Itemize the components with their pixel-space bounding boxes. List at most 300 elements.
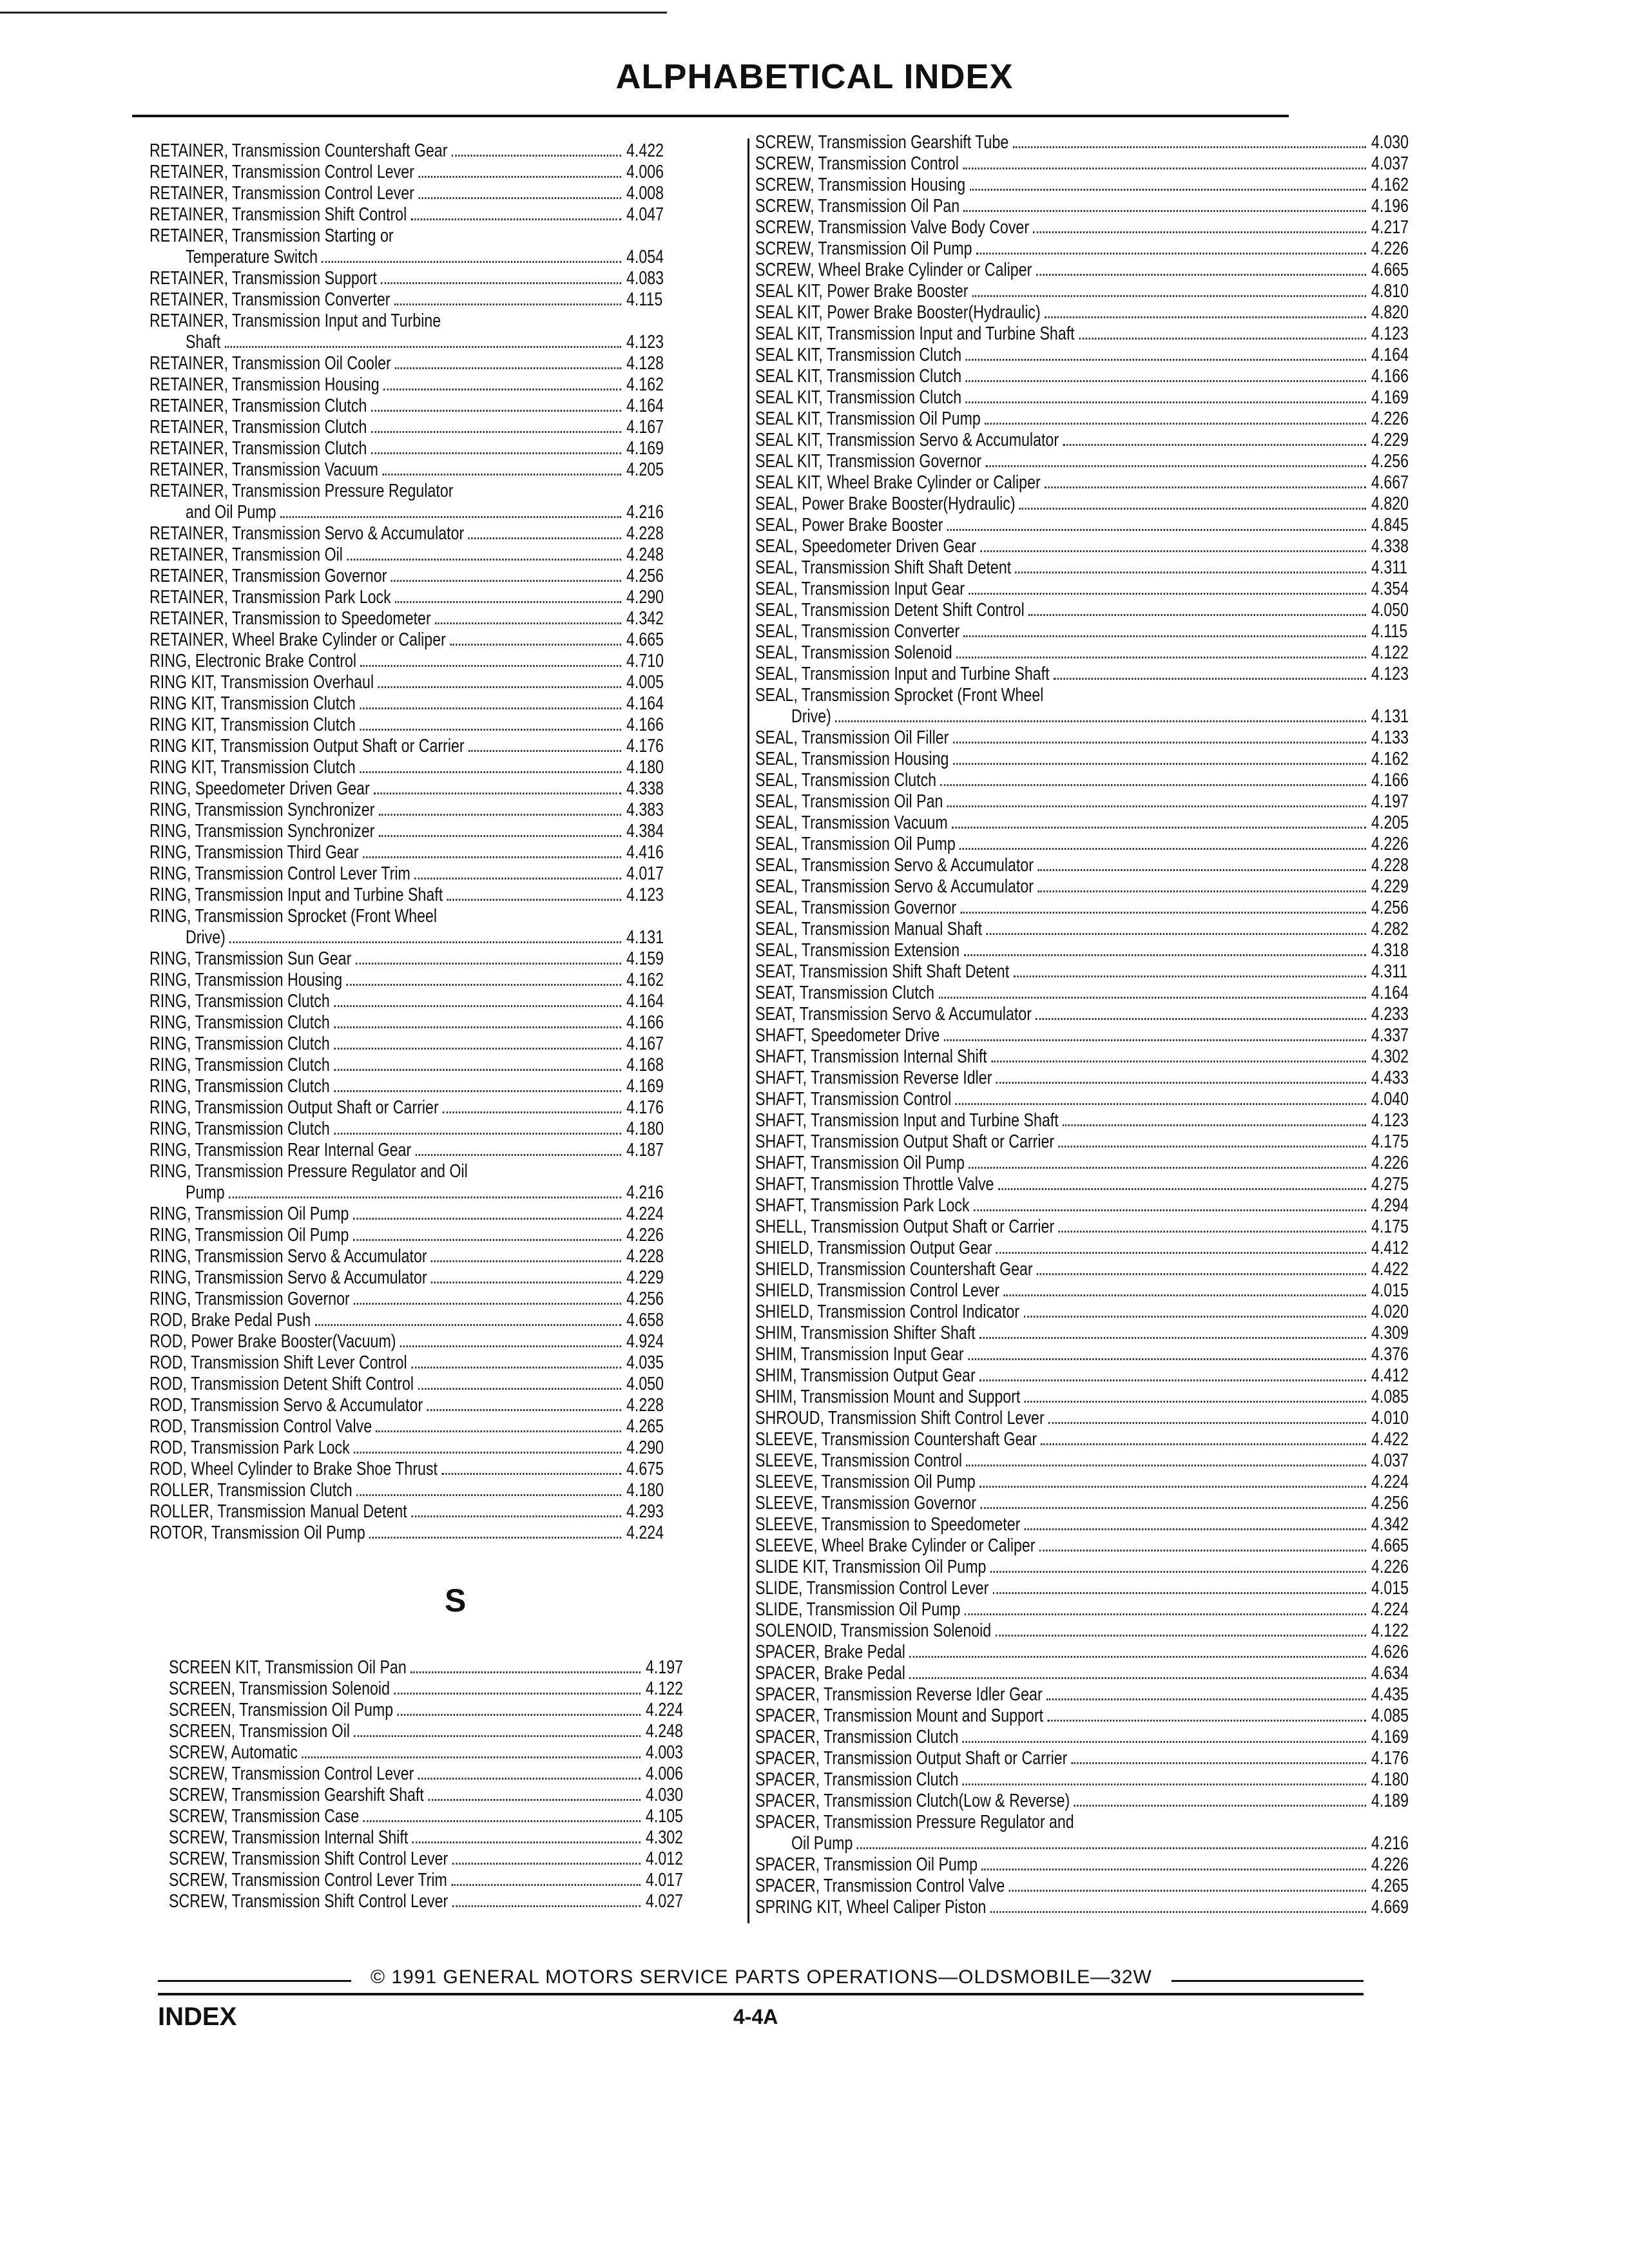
dot-leader xyxy=(431,1260,621,1262)
index-entry xyxy=(149,1395,686,1416)
index-entry xyxy=(755,600,1431,621)
entry-page-ref: 4.035 xyxy=(626,1352,664,1373)
index-entry xyxy=(169,1657,705,1678)
entry-name: SPACER, Transmission Pressure Regulator and xyxy=(755,1812,1074,1832)
entry-page-ref: 4.229 xyxy=(1371,876,1409,897)
dot-leader xyxy=(1063,444,1366,446)
entry-name: RING, Transmission Clutch xyxy=(149,1076,330,1097)
entry-name: ROD, Transmission Shift Lever Control xyxy=(149,1352,407,1373)
entry-name: SPACER, Transmission Oil Pump xyxy=(755,1854,978,1875)
entry-name: RING, Transmission Servo & Accumulator xyxy=(149,1246,427,1267)
index-entry xyxy=(755,961,1431,983)
entry-name: SCREW, Transmission Control Lever xyxy=(169,1763,414,1784)
entry-name: SOLENOID, Transmission Solenoid xyxy=(755,1620,992,1641)
entry-page-ref: 4.162 xyxy=(1371,175,1409,195)
dot-leader xyxy=(382,474,621,476)
entry-name: RING, Transmission Sun Gear xyxy=(149,948,352,969)
entry-page-ref: 4.224 xyxy=(646,1700,684,1720)
entry-name: SCREEN, Transmission Oil xyxy=(169,1721,351,1742)
index-entry xyxy=(755,1663,1431,1684)
entry-name: Drive) xyxy=(791,706,831,727)
entry-page-ref: 4.030 xyxy=(1371,132,1409,153)
dot-leader xyxy=(1014,975,1366,977)
entry-name: SCREW, Transmission Valve Body Cover xyxy=(755,217,1030,238)
entry-name: SPACER, Transmission Mount and Support xyxy=(755,1706,1044,1726)
entry-name: SEAL KIT, Transmission Servo & Accumulator xyxy=(755,430,1059,450)
entry-name: SHIM, Transmission Mount and Support xyxy=(755,1387,1021,1407)
entry-name: RING, Transmission Pressure Regulator and Oil xyxy=(149,1161,468,1182)
entry-name: SHIM, Transmission Input Gear xyxy=(755,1344,964,1365)
entry-page-ref: 4.164 xyxy=(1371,345,1409,365)
footer-copyright: © 1991 GENERAL MOTORS SERVICE PARTS OPERATIONS—OLDSMOBILE—32W xyxy=(371,1966,1152,1988)
dot-leader xyxy=(963,1783,1366,1785)
entry-name: RETAINER, Transmission Starting or xyxy=(149,226,394,246)
dot-leader xyxy=(347,559,621,561)
entry-page-ref: 4.164 xyxy=(626,693,664,714)
entry-name: SEAL KIT, Power Brake Booster(Hydraulic) xyxy=(755,302,1041,323)
dot-leader xyxy=(966,1465,1366,1466)
entry-page-ref: 4.422 xyxy=(1371,1429,1409,1450)
dot-leader xyxy=(966,359,1366,361)
dot-leader xyxy=(395,367,621,369)
dot-leader xyxy=(376,1430,622,1432)
dot-leader xyxy=(1009,1890,1366,1892)
entry-page-ref: 4.342 xyxy=(1371,1514,1409,1535)
index-entry xyxy=(755,515,1431,536)
entry-name: ROD, Transmission Detent Shift Control xyxy=(149,1374,414,1394)
index-entry xyxy=(149,374,686,396)
dot-leader xyxy=(378,686,621,688)
dot-leader xyxy=(1028,614,1366,616)
entry-page-ref: 4.006 xyxy=(646,1763,684,1784)
entry-page-ref: 4.008 xyxy=(626,183,664,204)
entry-page-ref: 4.197 xyxy=(1371,791,1409,812)
index-entry xyxy=(149,1140,686,1161)
dot-leader xyxy=(1025,1401,1366,1403)
entry-page-ref: 4.030 xyxy=(646,1785,684,1805)
index-entry xyxy=(169,1678,705,1700)
entry-name: SPACER, Transmission Output Shaft or Carrier xyxy=(755,1748,1068,1769)
entry-name: SCREW, Transmission Housing xyxy=(755,175,966,195)
entry-name: and Oil Pump xyxy=(186,502,276,523)
entry-page-ref: 4.435 xyxy=(1371,1684,1409,1705)
index-entry xyxy=(149,1161,686,1182)
dot-leader xyxy=(410,1671,641,1673)
entry-name: RING, Transmission Clutch xyxy=(149,1033,330,1054)
index-entry xyxy=(169,1721,705,1742)
entry-page-ref: 4.302 xyxy=(646,1827,684,1848)
index-entry xyxy=(755,1089,1431,1110)
entry-name: RING, Transmission Sprocket (Front Wheel xyxy=(149,906,438,927)
dot-leader xyxy=(450,644,621,646)
entry-page-ref: 4.412 xyxy=(1371,1238,1409,1258)
dot-leader xyxy=(354,1303,621,1305)
entry-name: SLEEVE, Transmission Control xyxy=(755,1450,963,1471)
entry-name: SCREW, Transmission Internal Shift xyxy=(169,1827,409,1848)
entry-page-ref: 4.216 xyxy=(1371,1833,1409,1854)
dot-leader xyxy=(980,1507,1366,1509)
index-entry xyxy=(149,778,686,800)
index-entry xyxy=(149,1204,686,1225)
index-entry xyxy=(755,579,1431,600)
entry-name: RETAINER, Transmission Clutch xyxy=(149,438,367,459)
index-entry xyxy=(755,664,1431,685)
index-entry xyxy=(755,1833,1431,1854)
entry-page-ref: 4.290 xyxy=(626,587,664,608)
dot-leader xyxy=(990,1911,1366,1913)
index-entry xyxy=(149,1352,686,1374)
index-entry xyxy=(755,1727,1431,1748)
dot-leader xyxy=(412,1841,641,1843)
dot-leader xyxy=(1046,1698,1366,1700)
entry-page-ref: 4.626 xyxy=(1371,1642,1409,1662)
index-entry xyxy=(755,281,1431,302)
entry-name: SHAFT, Transmission Park Lock xyxy=(755,1195,970,1216)
dot-leader xyxy=(998,1188,1366,1190)
entry-name: SEAL, Transmission Servo & Accumulator xyxy=(755,876,1034,897)
index-entry xyxy=(149,885,686,906)
dot-leader xyxy=(964,210,1366,212)
entry-name: SEAL KIT, Transmission Clutch xyxy=(755,366,962,387)
entry-name: SEAL, Transmission Solenoid xyxy=(755,642,952,663)
entry-page-ref: 4.040 xyxy=(1371,1089,1409,1110)
entry-page-ref: 4.006 xyxy=(626,162,664,182)
entry-page-ref: 4.162 xyxy=(626,970,664,990)
entry-name: SEAL, Transmission Clutch xyxy=(755,770,937,791)
index-entry xyxy=(755,132,1431,153)
entry-page-ref: 4.017 xyxy=(646,1870,684,1890)
index-entry xyxy=(755,1046,1431,1068)
entry-name: SHIM, Transmission Output Gear xyxy=(755,1365,976,1386)
entry-name: SHAFT, Transmission Oil Pump xyxy=(755,1153,965,1173)
entry-name: SEAL KIT, Transmission Governor xyxy=(755,451,982,472)
index-entry xyxy=(755,196,1431,217)
entry-name: SCREW, Transmission Gearshift Tube xyxy=(755,132,1009,153)
entry-page-ref: 4.658 xyxy=(626,1310,664,1331)
index-entry xyxy=(149,226,686,247)
entry-page-ref: 4.311 xyxy=(1371,557,1408,578)
index-entry xyxy=(169,1806,705,1827)
entry-name: SEAL KIT, Transmission Clutch xyxy=(755,345,962,365)
entry-page-ref: 4.159 xyxy=(626,948,664,969)
entry-page-ref: 4.123 xyxy=(1371,1110,1409,1131)
entry-page-ref: 4.309 xyxy=(1371,1323,1409,1343)
index-entry xyxy=(755,1854,1431,1876)
entry-name: SLIDE, Transmission Control Lever xyxy=(755,1578,989,1599)
entry-name: SCREW, Transmission Case xyxy=(169,1806,360,1827)
dot-leader xyxy=(1037,1273,1366,1275)
index-entry xyxy=(755,1450,1431,1472)
dot-leader xyxy=(963,1741,1366,1743)
entry-page-ref: 4.176 xyxy=(626,736,664,756)
entry-name: Oil Pump xyxy=(791,1833,853,1854)
entry-page-ref: 4.133 xyxy=(1371,727,1409,748)
entry-name: SHROUD, Transmission Shift Control Lever xyxy=(755,1408,1045,1428)
index-entry xyxy=(169,1763,705,1785)
index-entry xyxy=(149,1437,686,1459)
entry-page-ref: 4.354 xyxy=(1371,579,1409,599)
entry-page-ref: 4.175 xyxy=(1371,1131,1409,1152)
index-entry xyxy=(149,1267,686,1289)
index-entry xyxy=(169,1827,705,1849)
index-entry xyxy=(755,153,1431,175)
index-entry xyxy=(149,183,686,204)
entry-page-ref: 4.338 xyxy=(626,778,664,799)
dot-leader xyxy=(411,1515,621,1517)
dot-leader xyxy=(374,793,621,794)
entry-page-ref: 4.164 xyxy=(1371,983,1409,1003)
entry-name: SPACER, Transmission Control Valve xyxy=(755,1876,1005,1896)
entry-page-ref: 4.217 xyxy=(1371,217,1409,238)
dot-leader xyxy=(451,1884,641,1886)
dot-leader xyxy=(996,1252,1366,1254)
entry-name: SPACER, Transmission Reverse Idler Gear xyxy=(755,1684,1043,1705)
dot-leader xyxy=(447,899,621,901)
entry-name: SEAT, Transmission Servo & Accumulator xyxy=(755,1004,1032,1024)
dot-leader xyxy=(1054,678,1366,680)
entry-page-ref: 4.162 xyxy=(626,374,664,395)
entry-name: SHIM, Transmission Shifter Shaft xyxy=(755,1323,976,1343)
entry-name: RETAINER, Transmission Housing xyxy=(149,374,380,395)
index-entry xyxy=(149,757,686,778)
entry-name: SPRING KIT, Wheel Caliper Piston xyxy=(755,1897,987,1917)
entry-page-ref: 4.383 xyxy=(626,800,664,820)
dot-leader xyxy=(956,1103,1366,1105)
index-entry xyxy=(149,906,686,927)
entry-name: RETAINER, Transmission to Speedometer xyxy=(149,608,431,629)
index-entry xyxy=(169,1700,705,1721)
index-entry xyxy=(149,438,686,459)
entry-name: RING, Electronic Brake Control xyxy=(149,651,357,671)
dot-leader xyxy=(959,848,1366,850)
entry-page-ref: 4.123 xyxy=(1371,664,1409,684)
entry-page-ref: 4.256 xyxy=(1371,1493,1409,1514)
dot-leader xyxy=(909,1656,1366,1658)
entry-name: SHIELD, Transmission Control Lever xyxy=(755,1280,1000,1301)
entry-page-ref: 4.167 xyxy=(626,1033,664,1054)
dot-leader xyxy=(947,805,1366,807)
entry-page-ref: 4.037 xyxy=(1371,1450,1409,1471)
index-entry xyxy=(755,323,1431,345)
dot-leader xyxy=(379,835,621,837)
entry-name: SEAL, Transmission Housing xyxy=(755,749,949,769)
entry-name: SLEEVE, Transmission Oil Pump xyxy=(755,1472,976,1492)
entry-page-ref: 4.047 xyxy=(626,204,664,225)
entry-page-ref: 4.166 xyxy=(626,1012,664,1033)
entry-name: RING, Transmission Input and Turbine Shaft xyxy=(149,885,443,905)
entry-page-ref: 4.412 xyxy=(1371,1365,1409,1386)
index-entry xyxy=(149,1331,686,1352)
index-entry xyxy=(149,1225,686,1246)
entry-name: SHAFT, Transmission Throttle Valve xyxy=(755,1174,994,1195)
dot-leader xyxy=(986,933,1366,935)
entry-name: ROTOR, Transmission Oil Pump xyxy=(149,1523,365,1543)
index-entry xyxy=(149,1076,686,1097)
index-column-left-s xyxy=(169,1657,705,1912)
entry-name: SCREW, Transmission Oil Pan xyxy=(755,196,960,216)
entry-page-ref: 4.175 xyxy=(1371,1216,1409,1237)
entry-name: ROLLER, Transmission Manual Detent xyxy=(149,1501,407,1522)
dot-leader xyxy=(953,742,1366,744)
entry-page-ref: 4.275 xyxy=(1371,1174,1409,1195)
entry-page-ref: 4.131 xyxy=(1371,706,1409,727)
dot-leader xyxy=(427,1409,621,1411)
index-entry xyxy=(755,685,1431,706)
footer-bar xyxy=(158,1993,1364,1995)
dot-leader xyxy=(383,389,621,390)
entry-page-ref: 4.224 xyxy=(1371,1599,1409,1620)
dot-leader xyxy=(452,1863,641,1865)
entry-page-ref: 4.169 xyxy=(626,438,664,459)
dot-leader xyxy=(1025,1528,1366,1530)
dot-leader xyxy=(857,1847,1366,1849)
index-entry xyxy=(149,1480,686,1501)
dot-leader xyxy=(1039,1550,1366,1552)
dot-leader xyxy=(1063,1124,1366,1126)
dot-leader xyxy=(956,657,1366,658)
dot-leader xyxy=(976,253,1366,255)
index-entry xyxy=(755,855,1431,876)
dot-leader xyxy=(964,954,1366,956)
entry-name: SHIELD, Transmission Countershaft Gear xyxy=(755,1259,1033,1280)
dot-leader xyxy=(1013,146,1366,148)
index-entry xyxy=(149,1055,686,1076)
entry-name: SCREEN, Transmission Solenoid xyxy=(169,1678,390,1699)
index-entry xyxy=(755,217,1431,238)
dot-leader xyxy=(982,1869,1367,1870)
dot-leader xyxy=(1045,486,1366,488)
entry-name: ROD, Brake Pedal Push xyxy=(149,1310,311,1331)
index-entry xyxy=(755,749,1431,770)
dot-leader xyxy=(980,550,1366,552)
index-entry xyxy=(755,876,1431,898)
entry-name: ROD, Transmission Servo & Accumulator xyxy=(149,1395,423,1416)
entry-page-ref: 4.675 xyxy=(626,1459,664,1479)
dot-leader xyxy=(379,814,621,816)
entry-name: RETAINER, Transmission Oil Cooler xyxy=(149,353,391,374)
index-entry xyxy=(755,1557,1431,1578)
entry-name: RING, Speedometer Driven Gear xyxy=(149,778,370,799)
index-entry xyxy=(755,366,1431,387)
entry-name: SPACER, Transmission Clutch xyxy=(755,1769,959,1790)
dot-leader xyxy=(418,197,621,199)
dot-leader xyxy=(990,1571,1366,1573)
dot-leader xyxy=(1003,1294,1366,1296)
index-entry xyxy=(755,919,1431,940)
dot-leader xyxy=(966,380,1366,382)
dot-leader xyxy=(418,176,621,178)
dot-leader xyxy=(347,984,621,986)
entry-name: SCREW, Automatic xyxy=(169,1742,298,1763)
entry-page-ref: 4.433 xyxy=(1371,1068,1409,1088)
entry-page-ref: 4.669 xyxy=(1371,1897,1409,1917)
dot-leader xyxy=(1072,1762,1366,1764)
entry-name: RING KIT, Transmission Output Shaft or Carrier xyxy=(149,736,465,756)
entry-name: RETAINER, Transmission Governor xyxy=(149,566,387,586)
entry-name: SEAL, Transmission Input and Turbine Shaft xyxy=(755,664,1050,684)
dot-leader xyxy=(428,1799,641,1801)
index-entry xyxy=(755,238,1431,260)
index-entry xyxy=(755,1408,1431,1429)
index-entry xyxy=(755,791,1431,812)
entry-name: RETAINER, Transmission Countershaft Gear xyxy=(149,140,448,161)
entry-name: SEAL KIT, Power Brake Booster xyxy=(755,281,969,302)
entry-page-ref: 4.050 xyxy=(626,1374,664,1394)
index-entry xyxy=(149,140,686,162)
dot-leader xyxy=(1037,869,1366,871)
entry-page-ref: 4.226 xyxy=(1371,834,1409,854)
footer-index-label: INDEX xyxy=(158,2003,237,2031)
entry-name: SCREEN KIT, Transmission Oil Pan xyxy=(169,1657,407,1678)
entry-name: SEAL, Transmission Detent Shift Control xyxy=(755,600,1025,620)
entry-page-ref: 4.180 xyxy=(626,1119,664,1139)
index-entry xyxy=(755,430,1431,451)
index-entry xyxy=(149,417,686,438)
dot-leader xyxy=(353,1218,621,1220)
dot-leader xyxy=(280,516,621,518)
index-entry xyxy=(755,812,1431,834)
index-entry xyxy=(149,1033,686,1055)
entry-name: RING, Transmission Clutch xyxy=(149,991,330,1012)
index-entry xyxy=(755,1068,1431,1089)
entry-name: SEAL, Speedometer Driven Gear xyxy=(755,536,977,557)
entry-page-ref: 4.189 xyxy=(1371,1791,1409,1811)
dot-leader xyxy=(322,261,621,263)
entry-name: RING, Transmission Rear Internal Gear xyxy=(149,1140,412,1160)
dot-leader xyxy=(441,1473,621,1475)
index-entry xyxy=(169,1849,705,1870)
dot-leader xyxy=(972,295,1366,297)
dot-leader xyxy=(953,763,1366,765)
dot-leader xyxy=(996,1082,1366,1084)
dot-leader xyxy=(944,1039,1366,1041)
dot-leader xyxy=(1047,1720,1366,1722)
index-entry xyxy=(755,494,1431,515)
dot-leader xyxy=(963,168,1366,169)
index-entry xyxy=(755,1684,1431,1706)
entry-name: RETAINER, Transmission Control Lever xyxy=(149,162,414,182)
dot-leader xyxy=(968,1358,1366,1360)
index-entry xyxy=(149,608,686,629)
dot-leader xyxy=(452,1905,641,1907)
dot-leader xyxy=(371,452,621,454)
entry-page-ref: 4.224 xyxy=(626,1523,664,1543)
index-entry xyxy=(149,523,686,544)
entry-page-ref: 4.122 xyxy=(646,1678,684,1699)
entry-name: RING KIT, Transmission Clutch xyxy=(149,757,356,778)
dot-leader xyxy=(1048,1422,1366,1424)
entry-page-ref: 4.168 xyxy=(626,1055,664,1075)
dot-leader xyxy=(356,1494,621,1496)
entry-page-ref: 4.197 xyxy=(646,1657,684,1678)
entry-name: RETAINER, Transmission Pressure Regulator xyxy=(149,481,454,501)
entry-name: SHIELD, Transmission Output Gear xyxy=(755,1238,992,1258)
index-entry xyxy=(755,1302,1431,1323)
entry-page-ref: 4.105 xyxy=(646,1806,684,1827)
entry-page-ref: 4.337 xyxy=(1371,1025,1409,1046)
index-entry xyxy=(149,1246,686,1267)
index-entry xyxy=(755,642,1431,664)
index-entry xyxy=(149,332,686,353)
dot-leader xyxy=(1037,890,1366,892)
entry-page-ref: 4.256 xyxy=(626,1289,664,1309)
entry-page-ref: 4.233 xyxy=(1371,1004,1409,1024)
index-entry xyxy=(149,162,686,183)
entry-page-ref: 4.123 xyxy=(626,332,664,352)
entry-name: SEAL, Transmission Extension xyxy=(755,940,960,961)
entry-page-ref: 4.226 xyxy=(1371,1854,1409,1875)
index-entry xyxy=(755,1706,1431,1727)
